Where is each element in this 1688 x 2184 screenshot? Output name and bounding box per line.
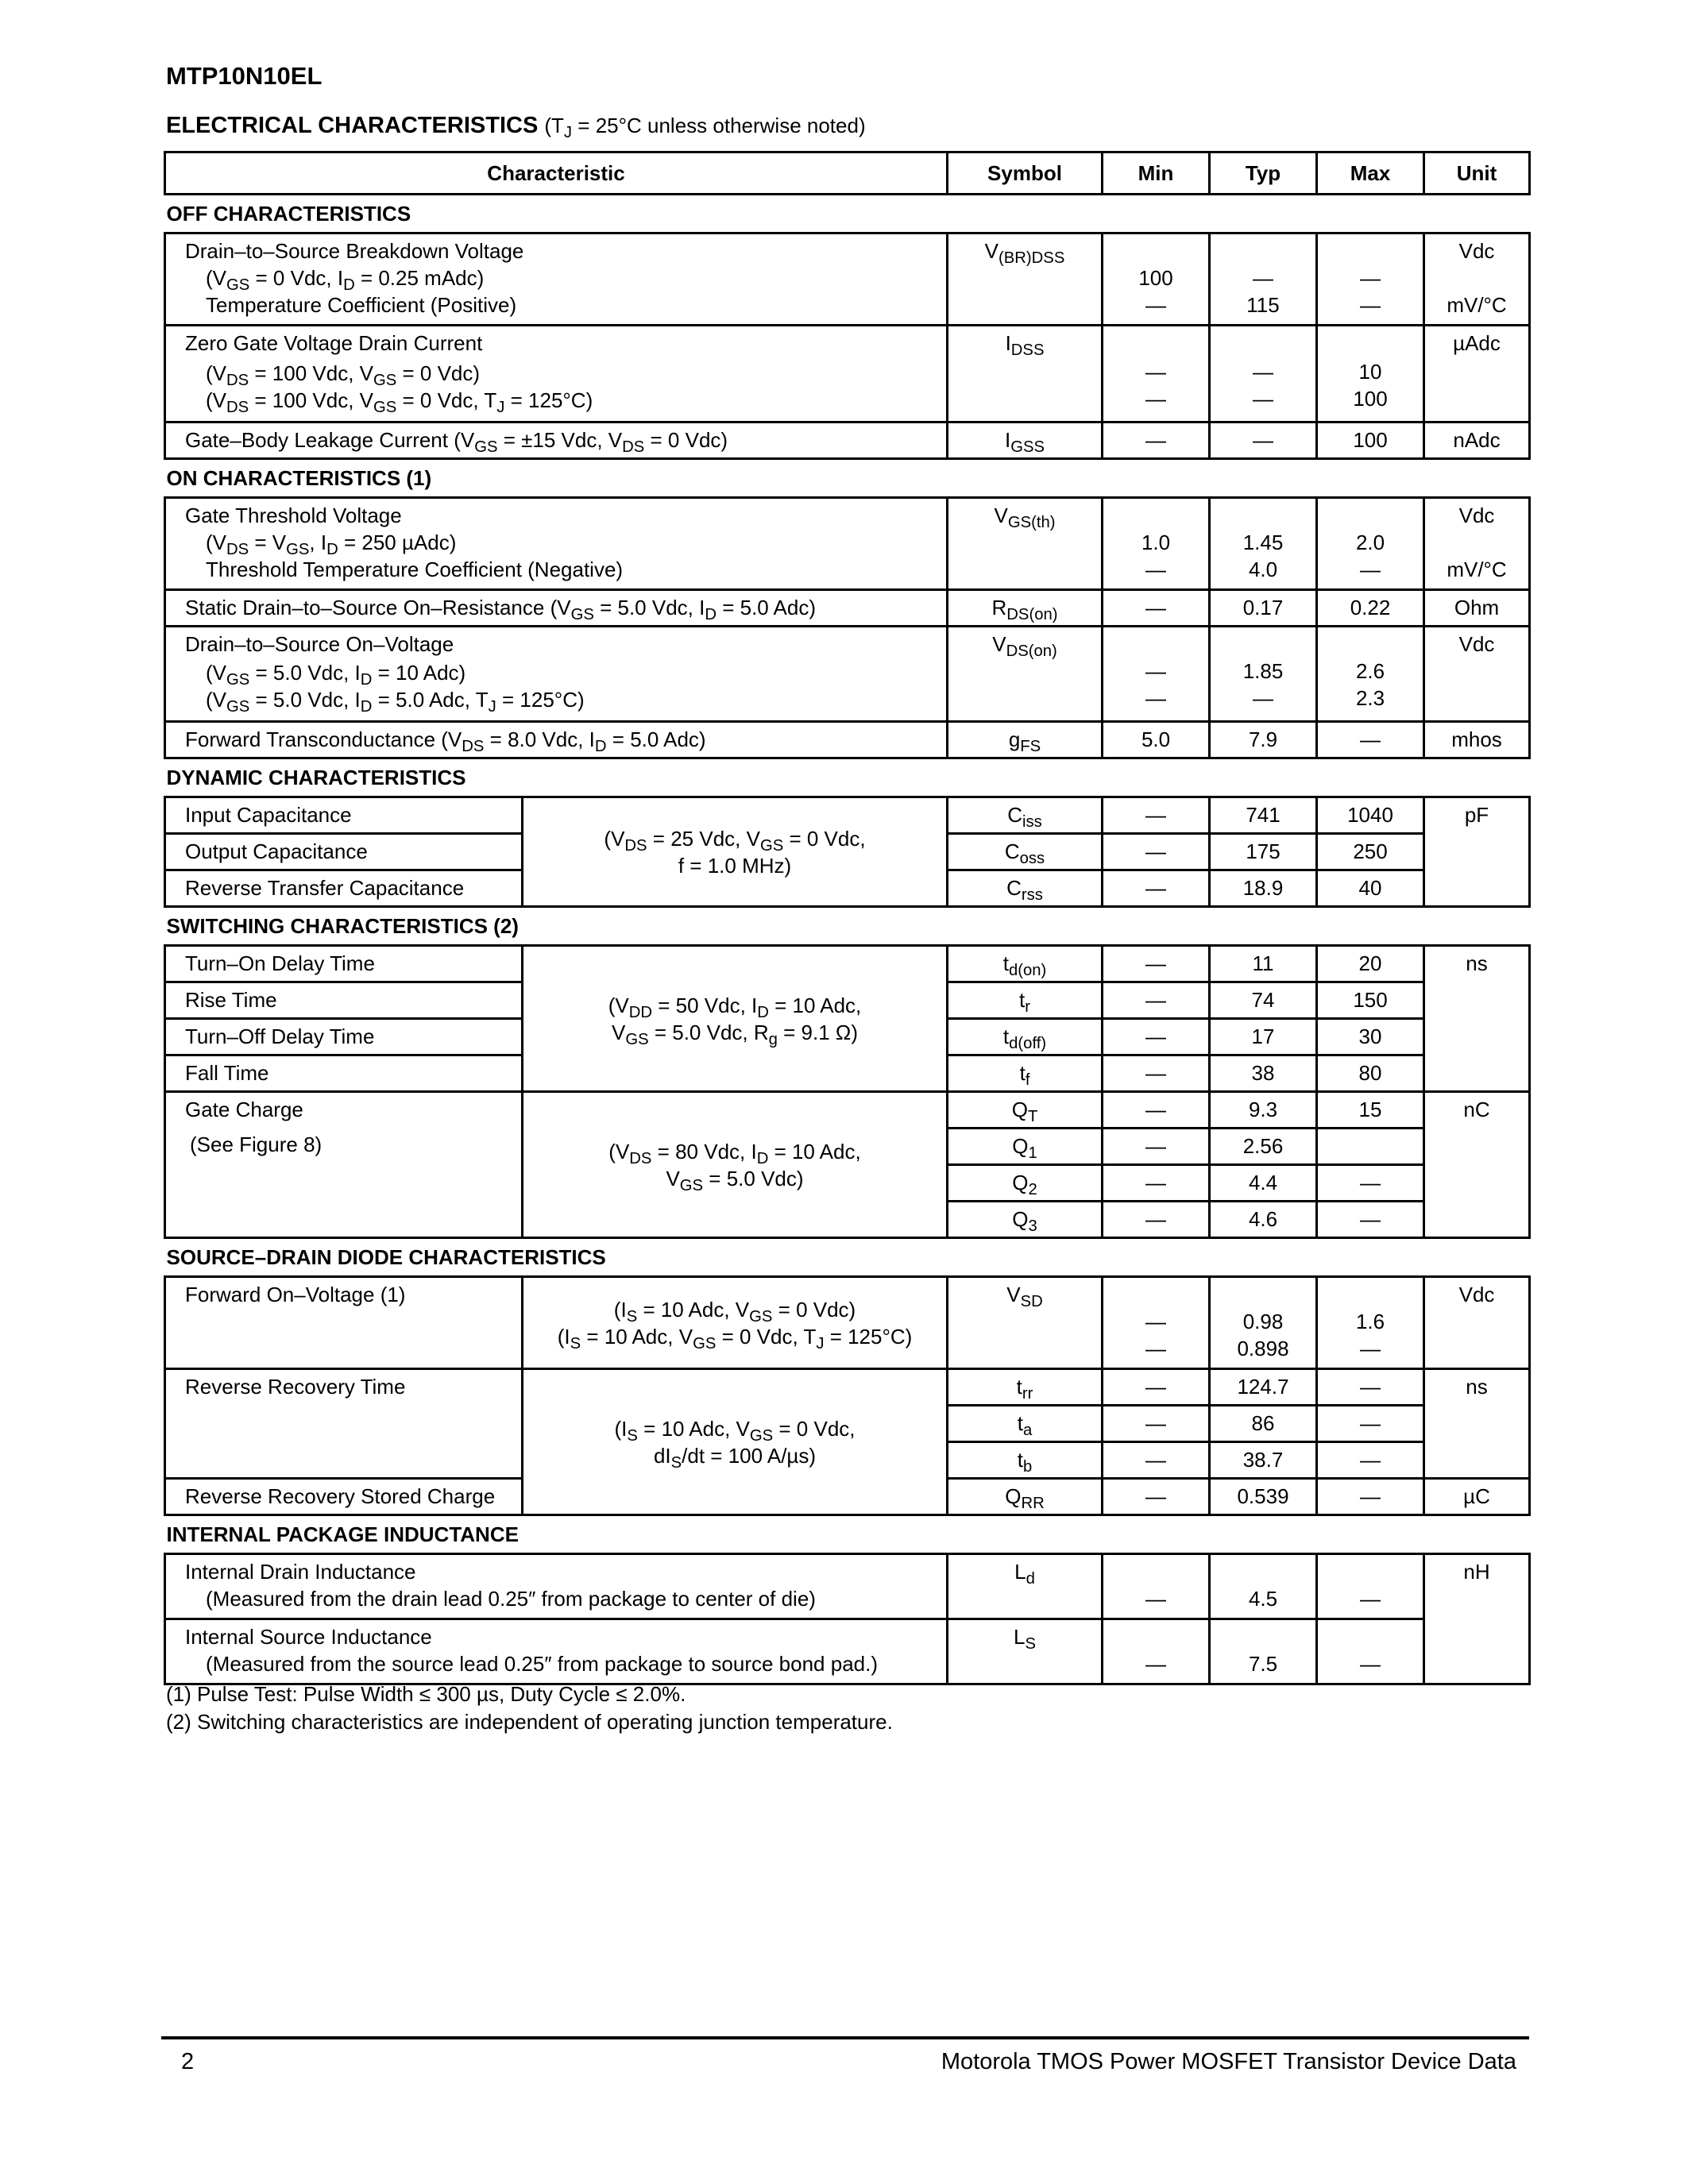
unit-cell: Vdc: [1424, 1277, 1530, 1369]
table-row: [165, 590, 1530, 627]
symbol-cell: $C_{iss}$: [948, 797, 1103, 834]
min-cell: —: [1103, 1369, 1210, 1406]
max-cell: [1317, 1619, 1424, 1684]
table-row: [165, 797, 1530, 834]
symbol-cell: $Q_T$: [948, 1092, 1103, 1129]
char-igss: Gate–Body Leakage Current ($V_{GS} = \pm 15$ Vdc, $V_{DS} = 0$ Vdc): [165, 423, 948, 459]
typ-cell: 0.17: [1210, 590, 1317, 627]
max-cell: [1317, 627, 1424, 722]
typ-cell: 175: [1210, 834, 1317, 870]
symbol-cell: $C_{rss}$: [948, 870, 1103, 907]
unit-cell: Ohm: [1424, 590, 1530, 627]
min-cell: 5.0: [1103, 722, 1210, 758]
char-condition: (See Figure 8): [190, 1133, 323, 1156]
min-cell: —: [1103, 1092, 1210, 1129]
char-name: Gate Threshold Voltage: [185, 504, 402, 527]
symbol-cell: $L_d$: [948, 1554, 1103, 1619]
char-vgsth: [165, 498, 948, 590]
symbol-cell: $Q_1$: [948, 1129, 1103, 1165]
min-value: — —: [1145, 659, 1167, 710]
max-cell: —: [1317, 1442, 1424, 1479]
min-cell: —: [1103, 797, 1210, 834]
footnotes: [166, 1680, 893, 1736]
char-condition: (Measured from the source lead 0.25″ from package to source bond pad.): [206, 1652, 879, 1676]
table-heading: [166, 113, 866, 142]
min-cell: —: [1103, 590, 1210, 627]
char-ciss: Input Capacitance: [165, 797, 523, 834]
symbol-cell: $V_{DS(on)}$: [948, 627, 1103, 722]
char-qrr: Reverse Recovery Stored Charge: [165, 1479, 523, 1515]
min-cell: [1103, 1619, 1210, 1684]
col-symbol: Symbol: [948, 152, 1103, 195]
typ-value: 0.98 0.898: [1237, 1310, 1289, 1360]
max-cell: 15: [1317, 1092, 1424, 1129]
max-cell: —: [1317, 722, 1424, 758]
max-cell: —: [1317, 1202, 1424, 1238]
max-cell: [1317, 498, 1424, 590]
char-condition: ($V_{GS} = 0$ Vdc, $I_D = 0.25$ mAdc): [206, 266, 485, 295]
header-row: [165, 152, 1530, 195]
char-name: Zero Gate Voltage Drain Current: [185, 331, 483, 355]
min-cell: [1103, 627, 1210, 722]
char-condition: Temperature Coefficient (Positive): [206, 293, 517, 317]
col-min: Min: [1103, 152, 1210, 195]
heading-title: ELECTRICAL CHARACTERISTICS: [166, 113, 539, 138]
section-on: ON CHARACTERISTICS (1): [166, 466, 432, 490]
unit-cell: µC: [1424, 1479, 1530, 1515]
char-condition: Threshold Temperature Coefficient (Negative): [206, 558, 624, 581]
typ-cell: [1210, 627, 1317, 722]
max-value: —: [1360, 1652, 1381, 1676]
min-cell: —: [1103, 423, 1210, 459]
table-row: [165, 1092, 1530, 1129]
typ-cell: 124.7: [1210, 1369, 1317, 1406]
unit-cell: nH: [1424, 1554, 1530, 1684]
symbol-cell: $t_a$: [948, 1406, 1103, 1442]
typ-cell: [1210, 498, 1317, 590]
typ-value: 1.45 4.0: [1242, 531, 1284, 581]
unit-cell: Vdc mV/°C: [1424, 498, 1530, 590]
typ-cell: [1210, 1619, 1317, 1684]
min-cell: —: [1103, 870, 1210, 907]
section-off: OFF CHARACTERISTICS: [166, 202, 411, 226]
symbol-cell: $V_{SD}$: [948, 1277, 1103, 1369]
max-value: —: [1360, 1587, 1381, 1611]
table-row: [165, 498, 1530, 590]
min-cell: —: [1103, 1165, 1210, 1202]
table-row: [165, 627, 1530, 722]
typ-cell: [1210, 326, 1317, 423]
typ-cell: 4.4: [1210, 1165, 1317, 1202]
typ-value: — —: [1253, 360, 1274, 411]
min-cell: —: [1103, 1479, 1210, 1515]
symbol-cell: $V_{(BR)DSS}$: [948, 233, 1103, 326]
char-name: Internal Drain Inductance: [185, 1560, 416, 1584]
section-diode: SOURCE–DRAIN DIODE CHARACTERISTICS: [166, 1245, 606, 1269]
unit-cell: Vdc: [1424, 627, 1530, 722]
char-trr: Reverse Recovery Time: [165, 1369, 523, 1479]
char-name: Gate Charge: [185, 1098, 303, 1121]
max-cell: [1317, 326, 1424, 423]
min-cell: [1103, 498, 1210, 590]
symbol-cell: $Q_{RR}$: [948, 1479, 1103, 1515]
char-condition: ($V_{GS} = 5.0$ Vdc, $I_D = 10$ Adc): [206, 661, 466, 689]
typ-cell: 7.9: [1210, 722, 1317, 758]
min-cell: [1103, 233, 1210, 326]
symbol-cell: $t_{rr}$: [948, 1369, 1103, 1406]
char-condition: ($V_{DS} = V_{GS}$, $I_D = 250$ µAdc): [206, 531, 457, 559]
footnote: (2) Switching characteristics are independent of operating junction temperature.: [166, 1710, 893, 1734]
table-row: [165, 326, 1530, 423]
max-cell: 20: [1317, 946, 1424, 982]
page-number: 2: [181, 2049, 195, 2074]
reverse-recovery-test-conditions: ($I_S = 10$ Adc, $V_{GS} = 0$ Vdc, $dI_S/dt = 100$ A/µs): [523, 1369, 948, 1515]
char-name: Internal Source Inductance: [185, 1625, 432, 1649]
char-idss: [165, 326, 948, 423]
max-cell: —: [1317, 1479, 1424, 1515]
symbol-cell: $L_S$: [948, 1619, 1103, 1684]
unit-cell: pF: [1424, 797, 1530, 907]
part-number: MTP10N10EL: [166, 62, 323, 90]
char-vsd: Forward On–Voltage (1): [165, 1277, 523, 1369]
symbol-cell: $Q_2$: [948, 1165, 1103, 1202]
typ-cell: 38.7: [1210, 1442, 1317, 1479]
max-value: 2.6 2.3: [1355, 659, 1385, 710]
char-name: Drain–to–Source Breakdown Voltage: [185, 239, 524, 263]
typ-cell: [1210, 1277, 1317, 1369]
typ-cell: 2.56: [1210, 1129, 1317, 1165]
typ-value: 7.5: [1248, 1652, 1278, 1676]
typ-value: — 115: [1246, 266, 1280, 317]
min-cell: [1103, 1277, 1210, 1369]
char-bvdss: [165, 233, 948, 326]
max-cell: [1317, 1554, 1424, 1619]
min-cell: —: [1103, 1055, 1210, 1092]
typ-cell: 9.3: [1210, 1092, 1317, 1129]
symbol-cell: $I_{DSS}$: [948, 326, 1103, 423]
col-max: Max: [1317, 152, 1424, 195]
max-cell: —: [1317, 1406, 1424, 1442]
char-crss: Reverse Transfer Capacitance: [165, 870, 523, 907]
symbol-cell: $Q_3$: [948, 1202, 1103, 1238]
col-unit: Unit: [1424, 152, 1530, 195]
unit-cell: mhos: [1424, 722, 1530, 758]
max-value: 2.0 —: [1355, 531, 1385, 581]
max-cell: [1317, 1129, 1424, 1165]
max-cell: 150: [1317, 982, 1424, 1019]
char-gfs: Forward Transconductance ($V_{DS} = 8.0$ Vdc, $I_D = 5.0$ Adc): [165, 722, 948, 758]
char-tdon: Turn–On Delay Time: [165, 946, 523, 982]
max-cell: 1040: [1317, 797, 1424, 834]
footnote: (1) Pulse Test: Pulse Width ≤ 300 µs, Duty Cycle ≤ 2.0%.: [166, 1682, 686, 1706]
min-cell: —: [1103, 834, 1210, 870]
min-value: — —: [1145, 360, 1167, 411]
max-cell: 250: [1317, 834, 1424, 870]
max-value: 10 100: [1353, 360, 1388, 411]
gate-charge-test-conditions: ($V_{DS} = 80$ Vdc, $I_D = 10$ Adc, $V_{GS} = 5.0$ Vdc): [523, 1092, 948, 1238]
min-value: 100 —: [1138, 266, 1173, 317]
unit-cell: nC: [1424, 1092, 1530, 1238]
char-condition: (Measured from the drain lead 0.25″ from package to center of die): [206, 1587, 816, 1611]
typ-cell: 38: [1210, 1055, 1317, 1092]
char-coss: Output Capacitance: [165, 834, 523, 870]
max-cell: —: [1317, 1369, 1424, 1406]
max-cell: 0.22: [1317, 590, 1424, 627]
col-typ: Typ: [1210, 152, 1317, 195]
min-cell: —: [1103, 1129, 1210, 1165]
typ-value: 4.5: [1248, 1587, 1278, 1611]
table-row: [165, 423, 1530, 459]
switching-test-conditions: ($V_{DD} = 50$ Vdc, $I_D = 10$ Adc, $V_{GS} = 5.0$ Vdc, $R_g = 9.1$ Ω): [523, 946, 948, 1092]
unit-cell: nAdc: [1424, 423, 1530, 459]
typ-cell: —: [1210, 423, 1317, 459]
symbol-cell: $t_{d(off)}$: [948, 1019, 1103, 1055]
symbol-cell: $g_{FS}$: [948, 722, 1103, 758]
typ-cell: [1210, 1554, 1317, 1619]
unit-cell: Vdc mV/°C: [1424, 233, 1530, 326]
char-condition: ($V_{DS} = 100$ Vdc, $V_{GS} = 0$ Vdc, $T_J = 125^\circ C$): [206, 388, 593, 417]
min-cell: —: [1103, 1202, 1210, 1238]
min-value: —: [1145, 1652, 1167, 1676]
max-cell: —: [1317, 1165, 1424, 1202]
min-cell: —: [1103, 982, 1210, 1019]
section-switching: SWITCHING CHARACTERISTICS (2): [166, 914, 519, 938]
typ-cell: 11: [1210, 946, 1317, 982]
dynamic-test-conditions: ($V_{DS} = 25$ Vdc, $V_{GS} = 0$ Vdc, f = 1.0 MHz): [523, 797, 948, 907]
max-cell: 40: [1317, 870, 1424, 907]
symbol-cell: $V_{GS(th)}$: [948, 498, 1103, 590]
char-rdson: Static Drain–to–Source On–Resistance ($V_{GS} = 5.0$ Vdc, $I_D = 5.0$ Adc): [165, 590, 948, 627]
char-ls: [165, 1619, 948, 1684]
typ-cell: 86: [1210, 1406, 1317, 1442]
table-row: [165, 1554, 1530, 1619]
table-row: [165, 946, 1530, 982]
min-cell: [1103, 1554, 1210, 1619]
char-ld: [165, 1554, 948, 1619]
min-cell: —: [1103, 946, 1210, 982]
typ-cell: [1210, 233, 1317, 326]
max-cell: [1317, 1277, 1424, 1369]
char-condition: ($V_{GS} = 5.0$ Vdc, $I_D = 5.0$ Adc, $T_J = 125^\circ C$): [206, 688, 585, 716]
typ-cell: 74: [1210, 982, 1317, 1019]
symbol-cell: $C_{oss}$: [948, 834, 1103, 870]
heading-condition: ($T_J = 25^\circ C$ unless otherwise noted): [544, 114, 866, 142]
unit-cell: ns: [1424, 1369, 1530, 1479]
char-vdson: [165, 627, 948, 722]
footer-divider: [161, 2036, 1529, 2039]
table-row: [165, 1619, 1530, 1684]
table-row: [165, 1369, 1530, 1406]
table-row: [165, 722, 1530, 758]
table-row: [165, 233, 1530, 326]
vsd-test-conditions: ($I_S = 10$ Adc, $V_{GS} = 0$ Vdc) ($I_S = 10$ Adc, $V_{GS} = 0$ Vdc, $T_J = 125^\circ C$): [523, 1277, 948, 1369]
max-cell: 80: [1317, 1055, 1424, 1092]
max-value: 1.6 —: [1355, 1310, 1385, 1360]
symbol-cell: $I_{GSS}$: [948, 423, 1103, 459]
typ-cell: 741: [1210, 797, 1317, 834]
electrical-characteristics-table: [164, 151, 1531, 1685]
char-name: Drain–to–Source On–Voltage: [185, 632, 454, 656]
col-characteristic: Characteristic: [165, 152, 948, 195]
section-dynamic: DYNAMIC CHARACTERISTICS: [166, 766, 466, 789]
char-tr: Rise Time: [165, 982, 523, 1019]
max-value: — —: [1360, 266, 1381, 317]
min-value: 1.0 —: [1141, 531, 1171, 581]
min-cell: —: [1103, 1019, 1210, 1055]
max-cell: 100: [1317, 423, 1424, 459]
footer-title: Motorola TMOS Power MOSFET Transistor Device Data: [941, 2049, 1516, 2074]
typ-cell: 4.6: [1210, 1202, 1317, 1238]
table-row: [165, 1277, 1530, 1369]
char-gate-charge: [165, 1092, 523, 1238]
max-cell: [1317, 233, 1424, 326]
min-cell: —: [1103, 1442, 1210, 1479]
char-tdoff: Turn–Off Delay Time: [165, 1019, 523, 1055]
min-cell: —: [1103, 1406, 1210, 1442]
char-tf: Fall Time: [165, 1055, 523, 1092]
min-cell: [1103, 326, 1210, 423]
typ-cell: 18.9: [1210, 870, 1317, 907]
max-cell: 30: [1317, 1019, 1424, 1055]
typ-value: 1.85 —: [1242, 659, 1284, 710]
unit-cell: µAdc: [1424, 326, 1530, 423]
symbol-cell: $t_b$: [948, 1442, 1103, 1479]
char-condition: ($V_{DS} = 100$ Vdc, $V_{GS} = 0$ Vdc): [206, 361, 481, 390]
section-inductance: INTERNAL PACKAGE INDUCTANCE: [166, 1522, 519, 1546]
min-value: — —: [1145, 1310, 1167, 1360]
symbol-cell: $t_f$: [948, 1055, 1103, 1092]
symbol-cell: $R_{DS(on)}$: [948, 590, 1103, 627]
symbol-cell: $t_{d(on)}$: [948, 946, 1103, 982]
unit-cell: ns: [1424, 946, 1530, 1092]
min-value: —: [1145, 1587, 1167, 1611]
typ-cell: 0.539: [1210, 1479, 1317, 1515]
typ-cell: 17: [1210, 1019, 1317, 1055]
symbol-cell: $t_r$: [948, 982, 1103, 1019]
